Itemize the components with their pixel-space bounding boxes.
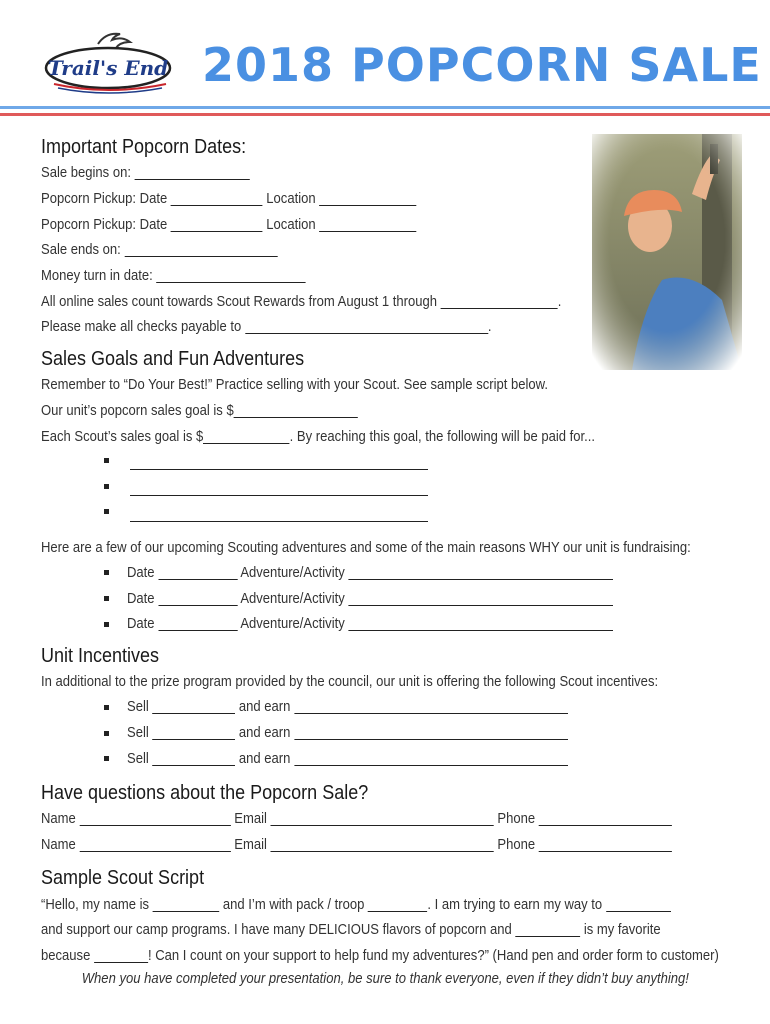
paid-for-field[interactable] [130,481,428,496]
divider-blue [0,106,770,109]
bullet-icon [104,731,109,736]
scout-goal-label: Each Scout’s sales goal is $ [41,429,204,445]
script-text: because [41,948,91,964]
pickup-date-field[interactable] [171,191,263,206]
pickup-date-label: Popcorn Pickup: Date [41,217,168,233]
unit-goal-row [41,403,358,419]
period: . [487,319,492,335]
contact-email-field[interactable] [271,811,494,826]
name-label: Name [41,811,76,827]
contact-name-field[interactable] [79,837,230,852]
bullet-icon [104,484,109,489]
online-sales-text: All online sales count towards Scout Rewards from August 1 through [41,294,438,310]
contact-phone-field[interactable] [539,811,672,826]
bullet-icon [104,756,109,761]
incentives-intro: In additional to the prize program provided by the council, our unit is offering the following Scout incentives: [41,674,659,690]
adventure-row [127,616,613,632]
script-text: and support our camp programs. I have many DELICIOUS flavors of popcorn and [41,922,512,938]
divider-red [0,113,770,116]
favorite-flavor-field[interactable] [515,922,580,937]
date-label: Date [127,591,155,607]
sale-ends-label: Sale ends on: [41,242,121,258]
bullet-icon [104,570,109,575]
adventures-intro: Here are a few of our upcoming Scouting adventures and some of the main reasons WHY our unit is fundraising: [41,540,691,556]
date-label: Date [127,565,155,581]
paid-for-field[interactable] [130,455,428,470]
section-heading-script: Sample Scout Script [41,867,205,889]
date-label: Date [127,616,155,632]
earn-label: and earn [238,751,291,767]
activity-label: Adventure/Activity [240,591,345,607]
bullet-icon [104,705,109,710]
adventure-date-field[interactable] [158,565,237,580]
location-label: Location [266,217,316,233]
incentive-row [127,699,568,715]
sale-ends-field[interactable] [124,242,277,257]
remember-text: Remember to “Do Your Best!” Practice selling with your Scout. See sample script below. [41,377,549,393]
pickup-location-field[interactable] [319,191,416,206]
contact-row [41,811,672,827]
pickup-date-field[interactable] [171,217,263,232]
scout-goal-field[interactable] [203,429,289,444]
script-text: ! Can I count on your support to help fund my adventures?” (Hand pen and order form to customer) [147,948,719,964]
sale-ends-row [41,242,277,258]
incentive-row [127,751,568,767]
money-turn-in-row [41,268,306,284]
scout-goal-row [41,429,595,445]
bullet-icon [104,509,109,514]
scout-goal-suffix: . By reaching this goal, the following will be paid for... [289,429,596,445]
page-title: 2018 POPCORN SALE [202,38,762,92]
pickup-row-1 [41,191,416,207]
email-label: Email [234,837,267,853]
adventure-row [127,591,613,607]
online-sales-date-field[interactable] [441,294,558,309]
bullet-icon [104,596,109,601]
bullet-icon [104,622,109,627]
adventure-activity-field[interactable] [348,565,613,580]
phone-label: Phone [497,811,536,827]
unit-goal-label: Our unit’s popcorn sales goal is $ [41,403,234,419]
email-label: Email [234,811,267,827]
sale-begins-field[interactable] [135,165,250,180]
closing-text: When you have completed your presentation, be sure to thank everyone, even if they didn’t buy anything! [81,971,689,987]
sell-amount-field[interactable] [152,699,235,714]
destination-field[interactable] [606,897,671,912]
adventure-date-field[interactable] [158,591,237,606]
contact-row [41,837,672,853]
sell-amount-field[interactable] [152,751,235,766]
phone-label: Phone [497,837,536,853]
sell-label: Sell [127,751,149,767]
section-heading-questions: Have questions about the Popcorn Sale? [41,782,369,804]
sell-label: Sell [127,699,149,715]
contact-name-field[interactable] [79,811,230,826]
earn-label: and earn [238,699,291,715]
sale-begins-label: Sale begins on: [41,165,131,181]
sell-label: Sell [127,725,149,741]
sell-amount-field[interactable] [152,725,235,740]
checks-payee-field[interactable] [245,319,488,334]
pickup-row-2 [41,217,416,233]
activity-label: Adventure/Activity [240,616,345,632]
earn-label: and earn [238,725,291,741]
checks-row [41,319,491,335]
script-text: “Hello, my name is [41,897,150,913]
online-sales-row [41,294,561,310]
script-text: . I am trying to earn my way to [427,897,603,913]
adventure-row [127,565,613,581]
checks-label: Please make all checks payable to [41,319,242,335]
scout-name-field[interactable] [153,897,220,912]
incentive-row [127,725,568,741]
unit-goal-field[interactable] [234,403,358,418]
earn-reward-field[interactable] [294,699,568,714]
trails-end-logo [40,26,180,96]
pickup-date-label: Popcorn Pickup: Date [41,191,168,207]
earn-reward-field[interactable] [294,725,568,740]
paid-for-field[interactable] [130,507,428,522]
location-label: Location [266,191,316,207]
sale-begins-row [41,165,250,181]
script-text: is my favorite [583,922,661,938]
section-heading-dates: Important Popcorn Dates: [41,136,247,158]
closing-note [0,971,770,987]
name-label: Name [41,837,76,853]
money-turn-in-field[interactable] [156,268,305,283]
section-heading-goals: Sales Goals and Fun Adventures [41,348,305,370]
bullet-icon [104,458,109,463]
script-line-3 [41,948,719,964]
script-text: and I’m with pack / troop [222,897,365,913]
contact-phone-field[interactable] [539,837,672,852]
scout-climbing-photo [592,134,742,370]
adventure-activity-field[interactable] [348,591,613,606]
section-heading-incentives: Unit Incentives [41,645,160,667]
period: . [557,294,562,310]
contact-email-field[interactable] [271,837,494,852]
money-turn-in-label: Money turn in date: [41,268,153,284]
adventure-date-field[interactable] [158,616,237,631]
pack-troop-field[interactable] [368,897,427,912]
pickup-location-field[interactable] [319,217,416,232]
script-line-2 [41,922,661,938]
adventure-activity-field[interactable] [348,616,613,631]
reason-field[interactable] [94,948,148,963]
logo-text: Trail's End [47,56,169,80]
earn-reward-field[interactable] [294,751,568,766]
script-line-1 [41,897,671,913]
activity-label: Adventure/Activity [240,565,345,581]
